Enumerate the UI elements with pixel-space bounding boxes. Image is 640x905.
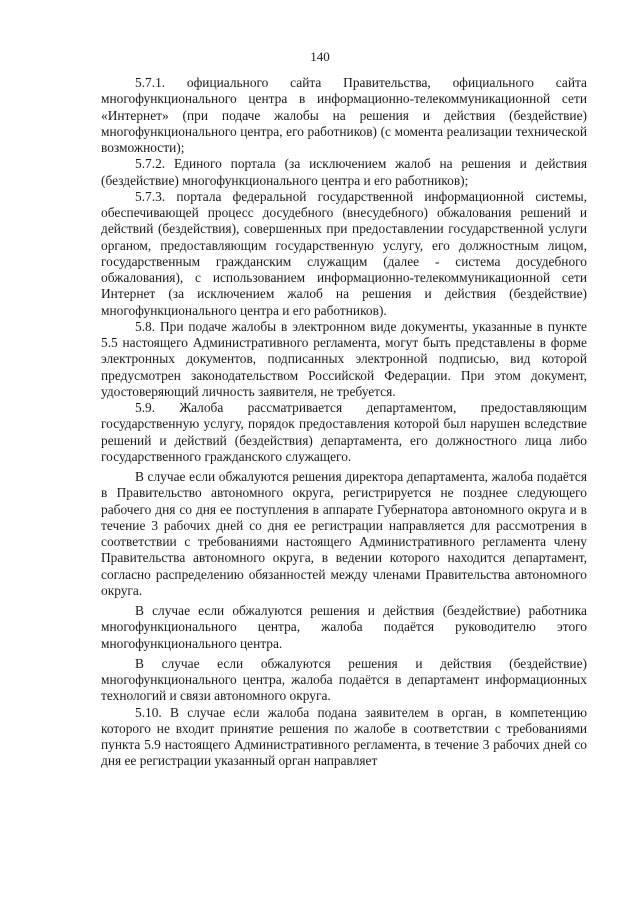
paragraph-mfc-complaint: В случае если обжалуются решения и действия (бездействие) многофункционального центра, жалоба подаётся в департамент информационных технологий и связи автономного округа. [101,655,587,704]
paragraph-5-7-2: 5.7.2. Единого портала (за исключением жалоб на решения и действия (бездействие) многофункционального центра и его работников); [101,156,587,188]
paragraph-5-8: 5.8. При подаче жалобы в электронном виде документы, указанные в пункте 5.5 настоящего Административного регламента, могут быть представлены в форме электронных документов, подписанных электронной подписью, вид которой предусмотрен законодательством Российской Федерации. При этом документ, удостоверяющий личность заявителя, не требуется. [101,318,587,399]
paragraph-director-complaint: В случае если обжалуются решения директора департамента, жалоба подаётся в Правительство автономного округа, регистрируется не позднее следующего рабочего дня со дня ее поступления в аппарате Губернатора автономного округа и в течение 3 рабочих дней со дня ее регистрации направляется для рассмотрения в соответствии с требованиями настоящего Административного регламента члену Правительства автономного округа, в ведении которого находится департамент, согласно распределению обязанностей между членами Правительства автономного округа. [101,469,587,598]
paragraph-5-7-3: 5.7.3. портала федеральной государственной информационной системы, обеспечивающей процесс досудебного (внесудебного) обжалования решений и действий (бездействия), совершенных при предоставлении государственной услуги органом, предоставляющим государственную услугу, его должностным лицом, государственным гражданским служащим (далее - система досудебного обжалования), с использованием информационно-телекоммуникационной сети Интернет (за исключением жалоб на решения и действия (бездействие) многофункционального центра и его работников). [101,188,587,318]
paragraph-5-7-1: 5.7.1. официального сайта Правительства, официального сайта многофункционального центра в информационно-телекоммуникационной сети «Интернет» (при подаче жалобы на решения и действия (бездействие) многофункционального центра, его работников) (с момента реализации технической возможности); [101,75,587,155]
document-body [101,75,587,770]
paragraph-5-10: 5.10. В случае если жалоба подана заявителем в орган, в компетенцию которого не входит принятие решения по жалобе в соответствии с требованиями пункта 5.9 настоящего Административного регламента, в течение 3 рабочих дней со дня ее регистрации указанный орган направляет [101,704,587,769]
paragraph-5-9: 5.9. Жалоба рассматривается департаментом, предоставляющим государственную услугу, порядок предоставления которой был нарушен вследствие решений и действий (бездействия) департамента, его должностного лица либо государственного гражданского служащего. [101,400,587,464]
paragraph-mfc-employee-complaint: В случае если обжалуются решения и действия (бездействие) работника многофункционального центра, жалоба подаётся руководителю этого многофункционального центра. [101,603,587,651]
page-number: 140 [310,49,330,64]
